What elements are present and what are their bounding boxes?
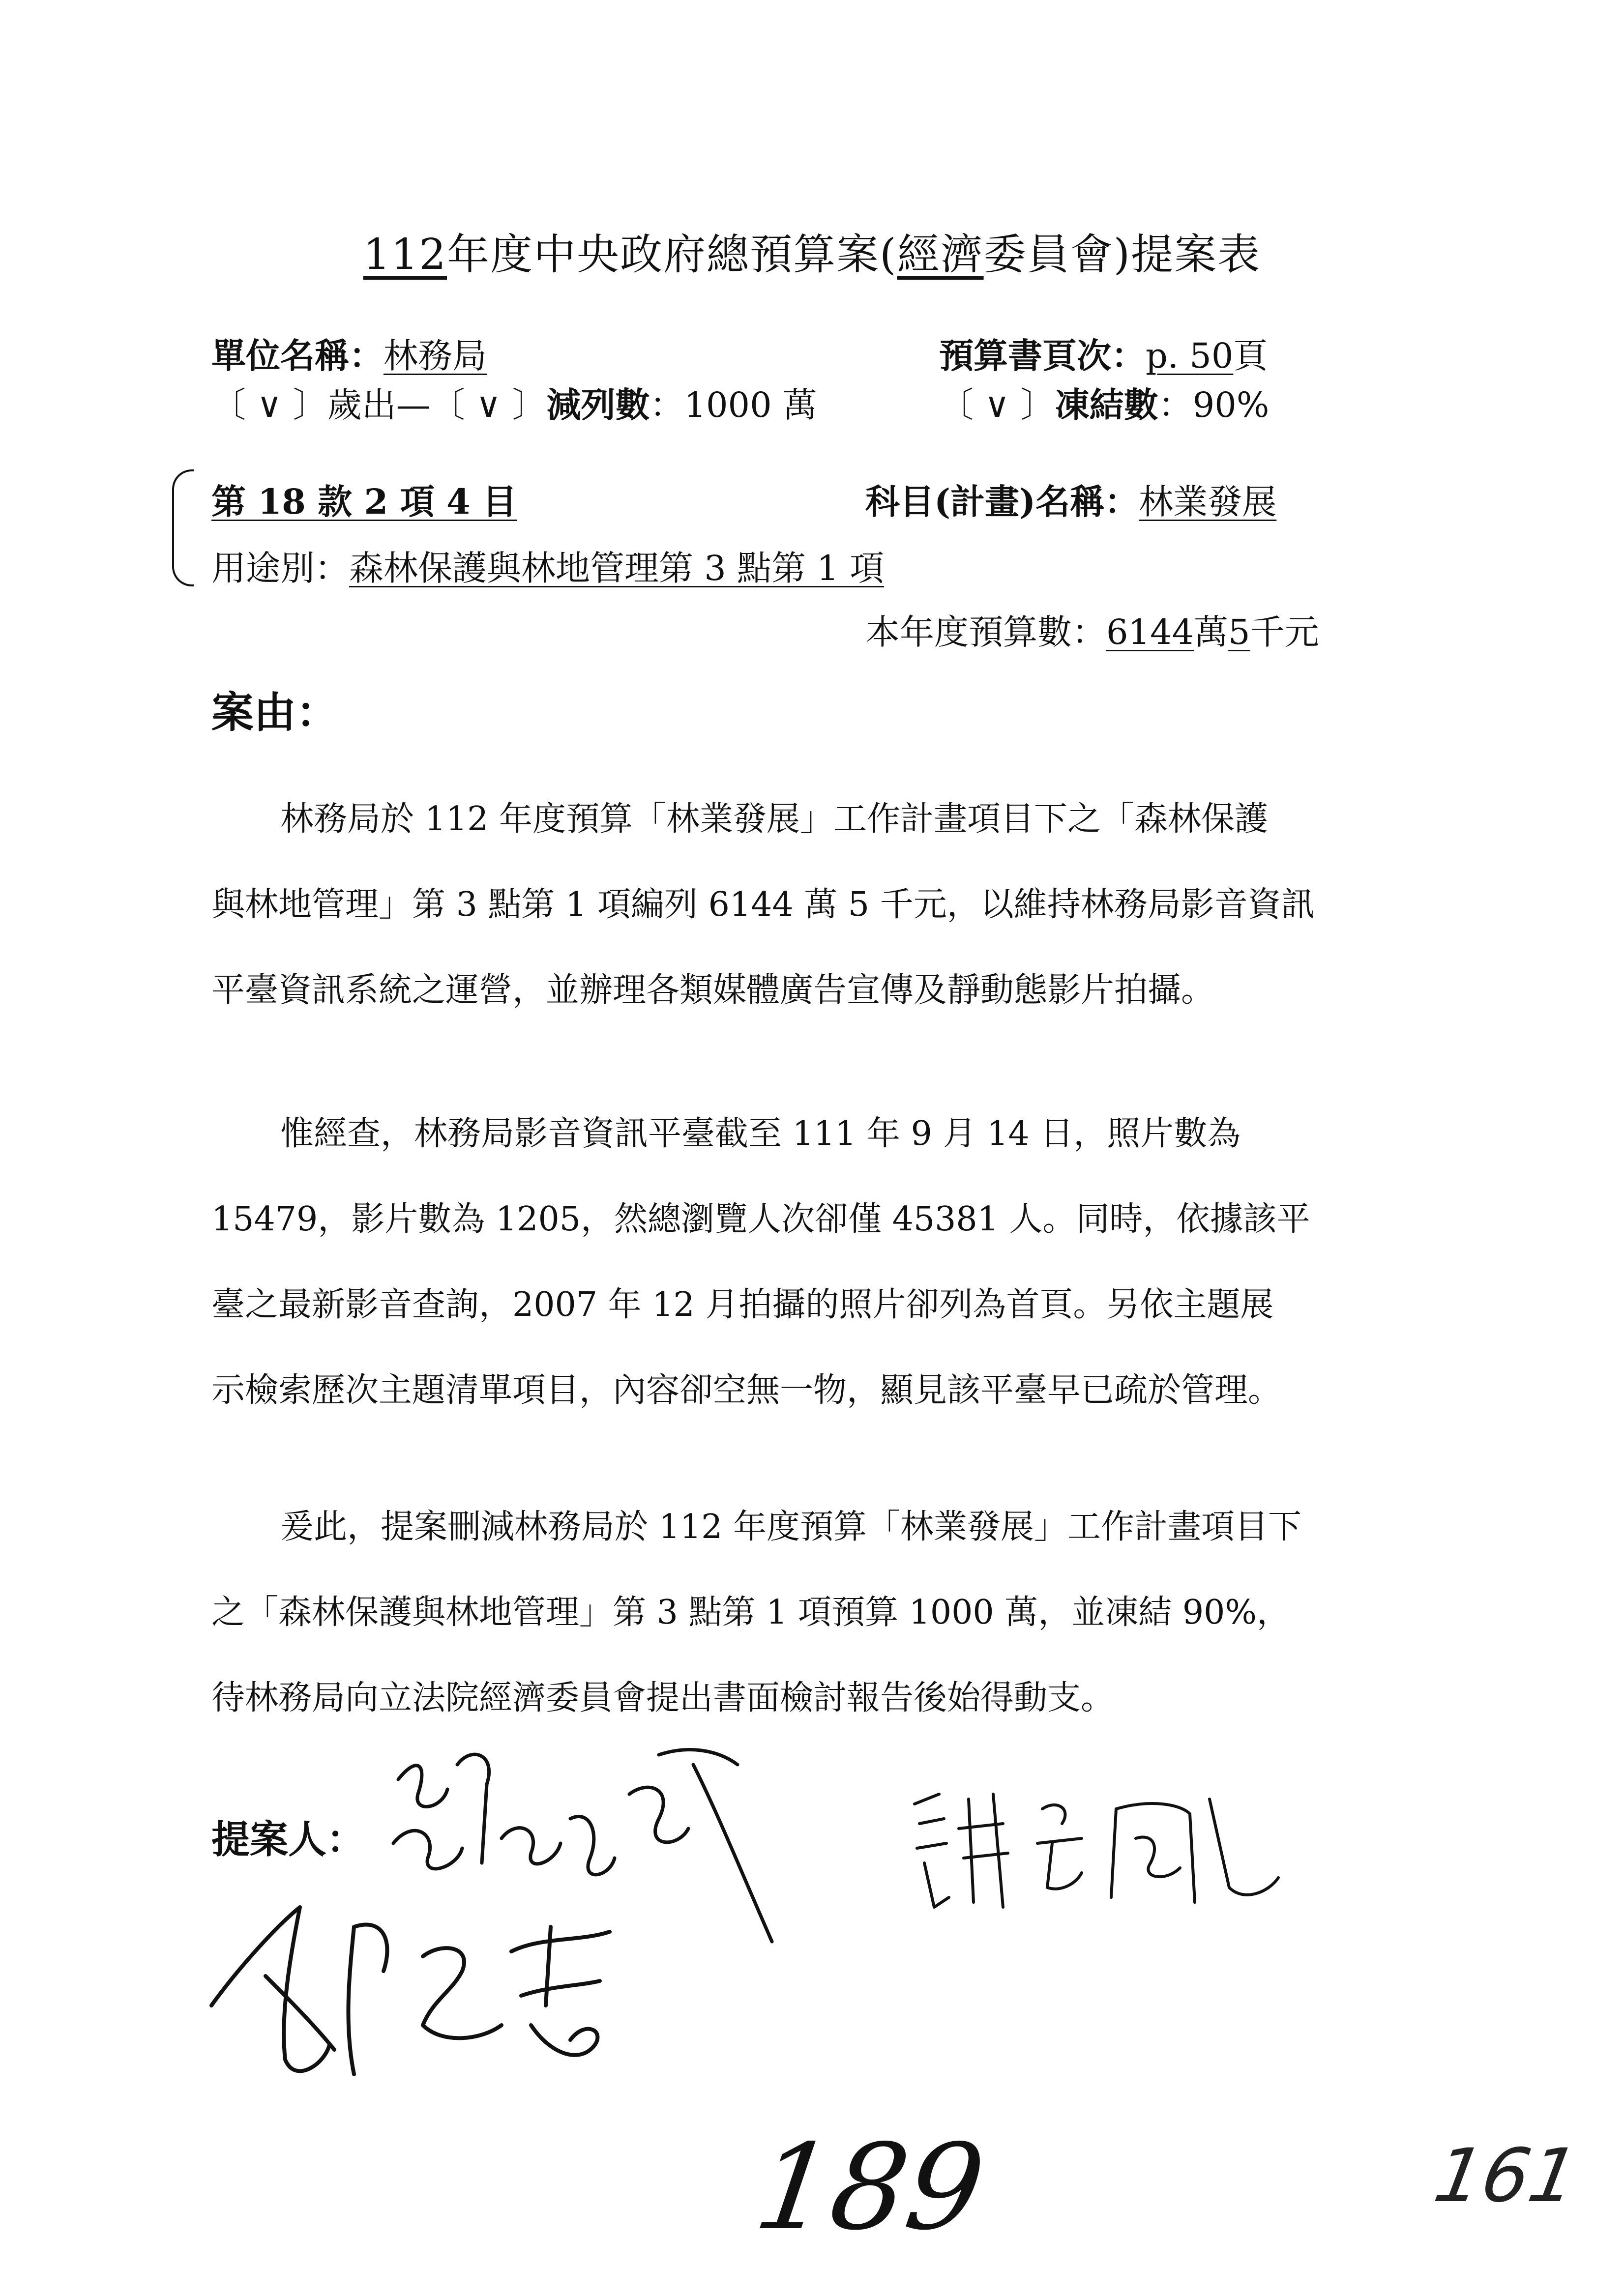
paragraph-2 [211, 1091, 1436, 1433]
freeze-check: 〔 ∨ 〕 [939, 385, 1055, 425]
item-bracket [172, 469, 194, 586]
reason-heading: 案由： [211, 688, 338, 737]
budget-page-field [939, 328, 1268, 378]
paragraph-line: 惟經查，林務局影音資訊平臺截至 111 年 9 月 14 日，照片數為 [280, 1114, 1241, 1153]
annual-budget-thousand: 5 [1228, 612, 1250, 652]
unit-field [211, 328, 487, 378]
page-number-main: 189 [747, 2119, 992, 2256]
freeze-label: 凍結數 [1055, 384, 1158, 425]
paragraph-line: 15479，影片數為 1205，然總瀏覽人次卻僅 45381 人。同時，依據該平 [211, 1200, 1310, 1239]
paragraph-line: 平臺資訊系統之運營，並辦理各類媒體廣告宣傳及靜動態影片拍攝。 [211, 971, 1215, 1010]
budget-page-unit: 頁 [1233, 336, 1268, 376]
title-prefix: 年度中央政府總預算案( [447, 230, 897, 279]
paragraph-line: 林務局於 112 年度預算「林業發展」工作計畫項目下之「森林保護 [280, 800, 1269, 839]
annual-budget-field [865, 605, 1319, 654]
title-suffix: 委員會)提案表 [983, 230, 1261, 279]
annual-budget-wan: 萬 [1194, 612, 1229, 652]
subject-value: 林業發展 [1139, 482, 1277, 522]
paragraph-3 [211, 1484, 1436, 1741]
usage-label: 用途別： [211, 548, 349, 588]
proposer-label: 提案人： [211, 1817, 365, 1862]
page-number-side: 161 [1428, 2133, 1584, 2219]
form-title [0, 220, 1624, 281]
title-committee: 經濟 [897, 230, 984, 279]
subject-label: 科目(計畫)名稱： [865, 481, 1139, 522]
item-code: 第 18 款 2 項 4 目 [211, 481, 517, 522]
signature-3 [207, 1897, 649, 2104]
annual-budget-label: 本年度預算數： [865, 612, 1106, 652]
reduction-label: 減列數 [546, 384, 650, 425]
expenditure-checks: 〔 ∨ 〕歲出—〔 ∨ 〕 [211, 385, 547, 425]
paragraph-line: 待林務局向立法院經濟委員會提出書面檢討報告後始得動支。 [211, 1679, 1115, 1717]
expenditure-field [211, 378, 817, 427]
paragraph-line: 臺之最新影音查詢，2007 年 12 月拍攝的照片卻列為首頁。另依主題展 [211, 1285, 1274, 1324]
annual-budget-amount: 6144 [1106, 612, 1194, 652]
paragraph-line: 示檢索歷次主題清單項目，內容卻空無一物，顯見該平臺早已疏於管理。 [211, 1371, 1282, 1410]
paragraph-line: 與林地管理」第 3 點第 1 項編列 6144 萬 5 千元，以維持林務局影音資訊 [211, 885, 1315, 924]
title-year: 112 [363, 230, 447, 279]
paragraph-line: 爰此，提案刪減林務局於 112 年度預算「林業發展」工作計畫項目下 [280, 1508, 1302, 1546]
paragraph-line: 之「森林保護與林地管理」第 3 點第 1 項預算 1000 萬，並凍結 90%， [211, 1593, 1291, 1632]
reduction-value: ：1000 萬 [650, 385, 817, 425]
budget-page-value: p. 50 [1146, 336, 1234, 376]
unit-value: 林務局 [384, 336, 487, 376]
usage-value: 森林保護與林地管理第 3 點第 1 項 [349, 548, 885, 588]
signature-2 [905, 1779, 1288, 1917]
usage-field [211, 541, 884, 590]
budget-page-label: 預算書頁次： [939, 335, 1146, 376]
subject-field [865, 474, 1276, 524]
unit-label: 單位名稱： [211, 335, 384, 376]
annual-budget-suffix: 千元 [1250, 612, 1319, 652]
freeze-value: ：90% [1158, 385, 1270, 425]
freeze-field [939, 378, 1269, 427]
paragraph-1 [211, 777, 1436, 1033]
